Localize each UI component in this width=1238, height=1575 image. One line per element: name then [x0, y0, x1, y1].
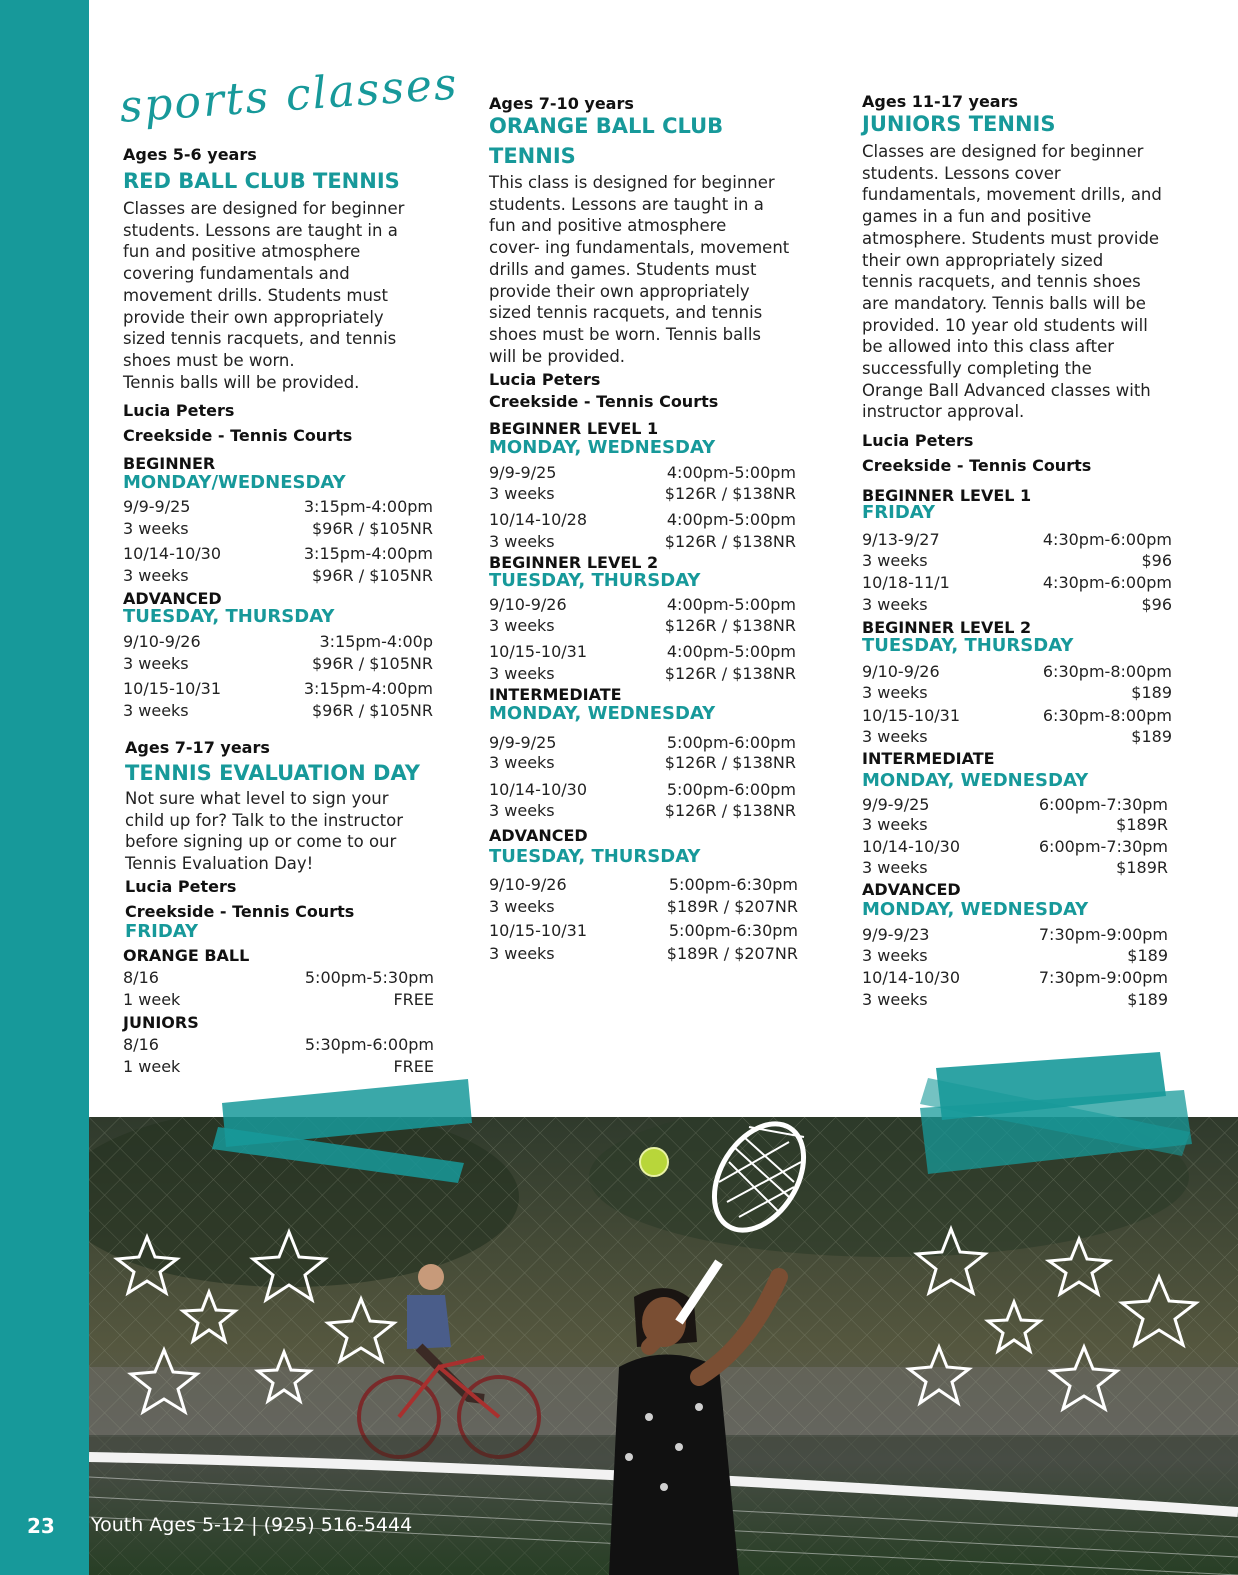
- class-title-line2: TENNIS: [489, 144, 576, 168]
- instructor-name: Lucia Peters: [125, 877, 237, 896]
- session-row: 3 weeks $126R / $138NR: [489, 801, 796, 820]
- level-label: BEGINNER LEVEL 2: [862, 618, 1032, 637]
- level-label: ADVANCED: [123, 589, 222, 608]
- day-label: MONDAY, WEDNESDAY: [862, 899, 1089, 920]
- day-label: MONDAY, WEDNESDAY: [862, 770, 1089, 791]
- level-label: BEGINNER: [123, 454, 216, 473]
- level-label: JUNIORS: [123, 1013, 199, 1032]
- session-row: 3 weeks $96R / $105NR: [123, 519, 433, 538]
- session-row: 10/15-10/31 3:15pm-4:00pm: [123, 679, 433, 698]
- level-label: ORANGE BALL: [123, 946, 250, 965]
- session-row: 10/14-10/28 4:00pm-5:00pm: [489, 510, 796, 529]
- level-label: BEGINNER LEVEL 2: [489, 553, 659, 572]
- day-label: FRIDAY: [125, 921, 199, 942]
- session-row: 9/13-9/27 4:30pm-6:00pm: [862, 530, 1172, 549]
- session-row: 3 weeks $189R: [862, 858, 1168, 877]
- ages-label: Ages 5-6 years: [123, 145, 257, 164]
- instructor-name: Lucia Peters: [489, 370, 601, 389]
- session-row: 10/14-10/30 7:30pm-9:00pm: [862, 968, 1168, 987]
- session-row: 9/9-9/25 5:00pm-6:00pm: [489, 733, 796, 752]
- session-row: 9/10-9/26 6:30pm-8:00pm: [862, 662, 1172, 681]
- session-row: 1 week FREE: [123, 990, 434, 1009]
- session-row: 3 weeks $126R / $138NR: [489, 484, 796, 503]
- day-label: MONDAY/WEDNESDAY: [123, 472, 346, 493]
- page-number: 23: [27, 1514, 55, 1538]
- session-row: 9/9-9/25 3:15pm-4:00pm: [123, 497, 433, 516]
- session-row: 3 weeks $126R / $138NR: [489, 616, 796, 635]
- day-label: MONDAY, WEDNESDAY: [489, 437, 716, 458]
- session-row: 3 weeks $96: [862, 595, 1172, 614]
- tennis-ball: [640, 1148, 668, 1176]
- class-description: Not sure what level to sign your child up for? Talk to the instructor before signing up or come to our Tennis Evaluation Day!: [125, 789, 404, 874]
- session-row: 3 weeks $96R / $105NR: [123, 701, 433, 720]
- level-label: INTERMEDIATE: [489, 685, 622, 704]
- level-label: ADVANCED: [489, 826, 588, 845]
- tape-doodle-right: [908, 1048, 1208, 1178]
- level-label: BEGINNER LEVEL 1: [862, 486, 1032, 505]
- session-row: 10/14-10/30 5:00pm-6:00pm: [489, 780, 796, 799]
- session-row: 3 weeks $189R / $207NR: [489, 897, 798, 916]
- ages-label: Ages 11-17 years: [862, 92, 1019, 111]
- session-row: 9/9-9/25 6:00pm-7:30pm: [862, 795, 1168, 814]
- level-label: BEGINNER LEVEL 1: [489, 419, 659, 438]
- class-title: TENNIS EVALUATION DAY: [125, 761, 420, 785]
- session-row: 3 weeks $96: [862, 551, 1172, 570]
- session-row: 10/18-11/1 4:30pm-6:00pm: [862, 573, 1172, 592]
- class-title: RED BALL CLUB TENNIS: [123, 169, 400, 193]
- footer-text: Youth Ages 5-12 | (925) 516-5444: [91, 1514, 413, 1536]
- session-row: 9/10-9/26 3:15pm-4:00p: [123, 632, 433, 651]
- session-row: 8/16 5:30pm-6:00pm: [123, 1035, 434, 1054]
- session-row: 9/9-9/25 4:00pm-5:00pm: [489, 463, 796, 482]
- day-label: FRIDAY: [862, 502, 936, 523]
- session-row: 3 weeks $96R / $105NR: [123, 654, 433, 673]
- tennis-photo: [89, 1117, 1238, 1575]
- session-row: 3 weeks $126R / $138NR: [489, 532, 796, 551]
- class-description: This class is designed for beginner students. Lessons are taught in a fun and positive atmosphere cover- ing fundamentals, movement drills and games. Students must provide their own appropriately sized tennis racquets, and tennis shoes must be worn. Tennis balls will be provided.: [489, 173, 790, 366]
- level-label: ADVANCED: [862, 880, 961, 899]
- session-row: 8/16 5:00pm-5:30pm: [123, 968, 434, 987]
- session-row: 3 weeks $189: [862, 990, 1168, 1009]
- left-accent-bar: [0, 0, 89, 1575]
- day-label: MONDAY, WEDNESDAY: [489, 703, 716, 724]
- ages-label: Ages 7-17 years: [125, 738, 270, 757]
- session-row: 3 weeks $189: [862, 727, 1172, 746]
- instructor-name: Lucia Peters: [123, 401, 235, 420]
- session-row: 3 weeks $189: [862, 946, 1168, 965]
- location-name: Creekside - Tennis Courts: [862, 456, 1092, 475]
- session-row: 3 weeks $189: [862, 683, 1172, 702]
- session-row: 9/10-9/26 5:00pm-6:30pm: [489, 875, 798, 894]
- day-label: TUESDAY, THURSDAY: [123, 606, 335, 627]
- session-row: 3 weeks $96R / $105NR: [123, 566, 433, 585]
- day-label: TUESDAY, THURSDAY: [862, 635, 1074, 656]
- session-row: 10/15-10/31 5:00pm-6:30pm: [489, 921, 798, 940]
- session-row: 10/14-10/30 6:00pm-7:30pm: [862, 837, 1168, 856]
- instructor-name: Lucia Peters: [862, 431, 974, 450]
- level-label: INTERMEDIATE: [862, 749, 995, 768]
- session-row: 3 weeks $126R / $138NR: [489, 664, 796, 683]
- day-label: TUESDAY, THURSDAY: [489, 846, 701, 867]
- class-description: Classes are designed for beginner students. Lessons are taught in a fun and positive atmosphere covering fundamentals and movement drills. Students must provide their own appropriately sized tennis racquets, and tennis shoes must be worn. Tennis balls will be provided.: [123, 199, 405, 392]
- ages-label: Ages 7-10 years: [489, 94, 634, 113]
- session-row: 10/14-10/30 3:15pm-4:00pm: [123, 544, 433, 563]
- session-row: 10/15-10/31 4:00pm-5:00pm: [489, 642, 796, 661]
- class-title-line1: ORANGE BALL CLUB: [489, 114, 724, 138]
- session-row: 10/15-10/31 6:30pm-8:00pm: [862, 706, 1172, 725]
- location-name: Creekside - Tennis Courts: [125, 902, 355, 921]
- session-row: 3 weeks $189R: [862, 815, 1168, 834]
- location-name: Creekside - Tennis Courts: [123, 426, 353, 445]
- day-label: TUESDAY, THURSDAY: [489, 570, 701, 591]
- class-title: JUNIORS TENNIS: [862, 112, 1056, 136]
- session-row: 9/9-9/23 7:30pm-9:00pm: [862, 925, 1168, 944]
- session-row: 3 weeks $126R / $138NR: [489, 753, 796, 772]
- session-row: 1 week FREE: [123, 1057, 434, 1076]
- section-script-title: sports classes: [118, 58, 460, 133]
- tape-doodle-left: [200, 1075, 490, 1185]
- session-row: 3 weeks $189R / $207NR: [489, 944, 798, 963]
- session-row: 9/10-9/26 4:00pm-5:00pm: [489, 595, 796, 614]
- location-name: Creekside - Tennis Courts: [489, 392, 719, 411]
- class-description: Classes are designed for beginner students. Lessons cover fundamentals, movement drills, and games in a fun and positive atmosphere. Students must provide their own appropriately sized tennis racquets, and tennis shoes are mandatory. Tennis balls will be provided. 10 year old students will be allowed into this class after successfully completing the Orange Ball Advanced classes with instructor approval.: [862, 142, 1162, 422]
